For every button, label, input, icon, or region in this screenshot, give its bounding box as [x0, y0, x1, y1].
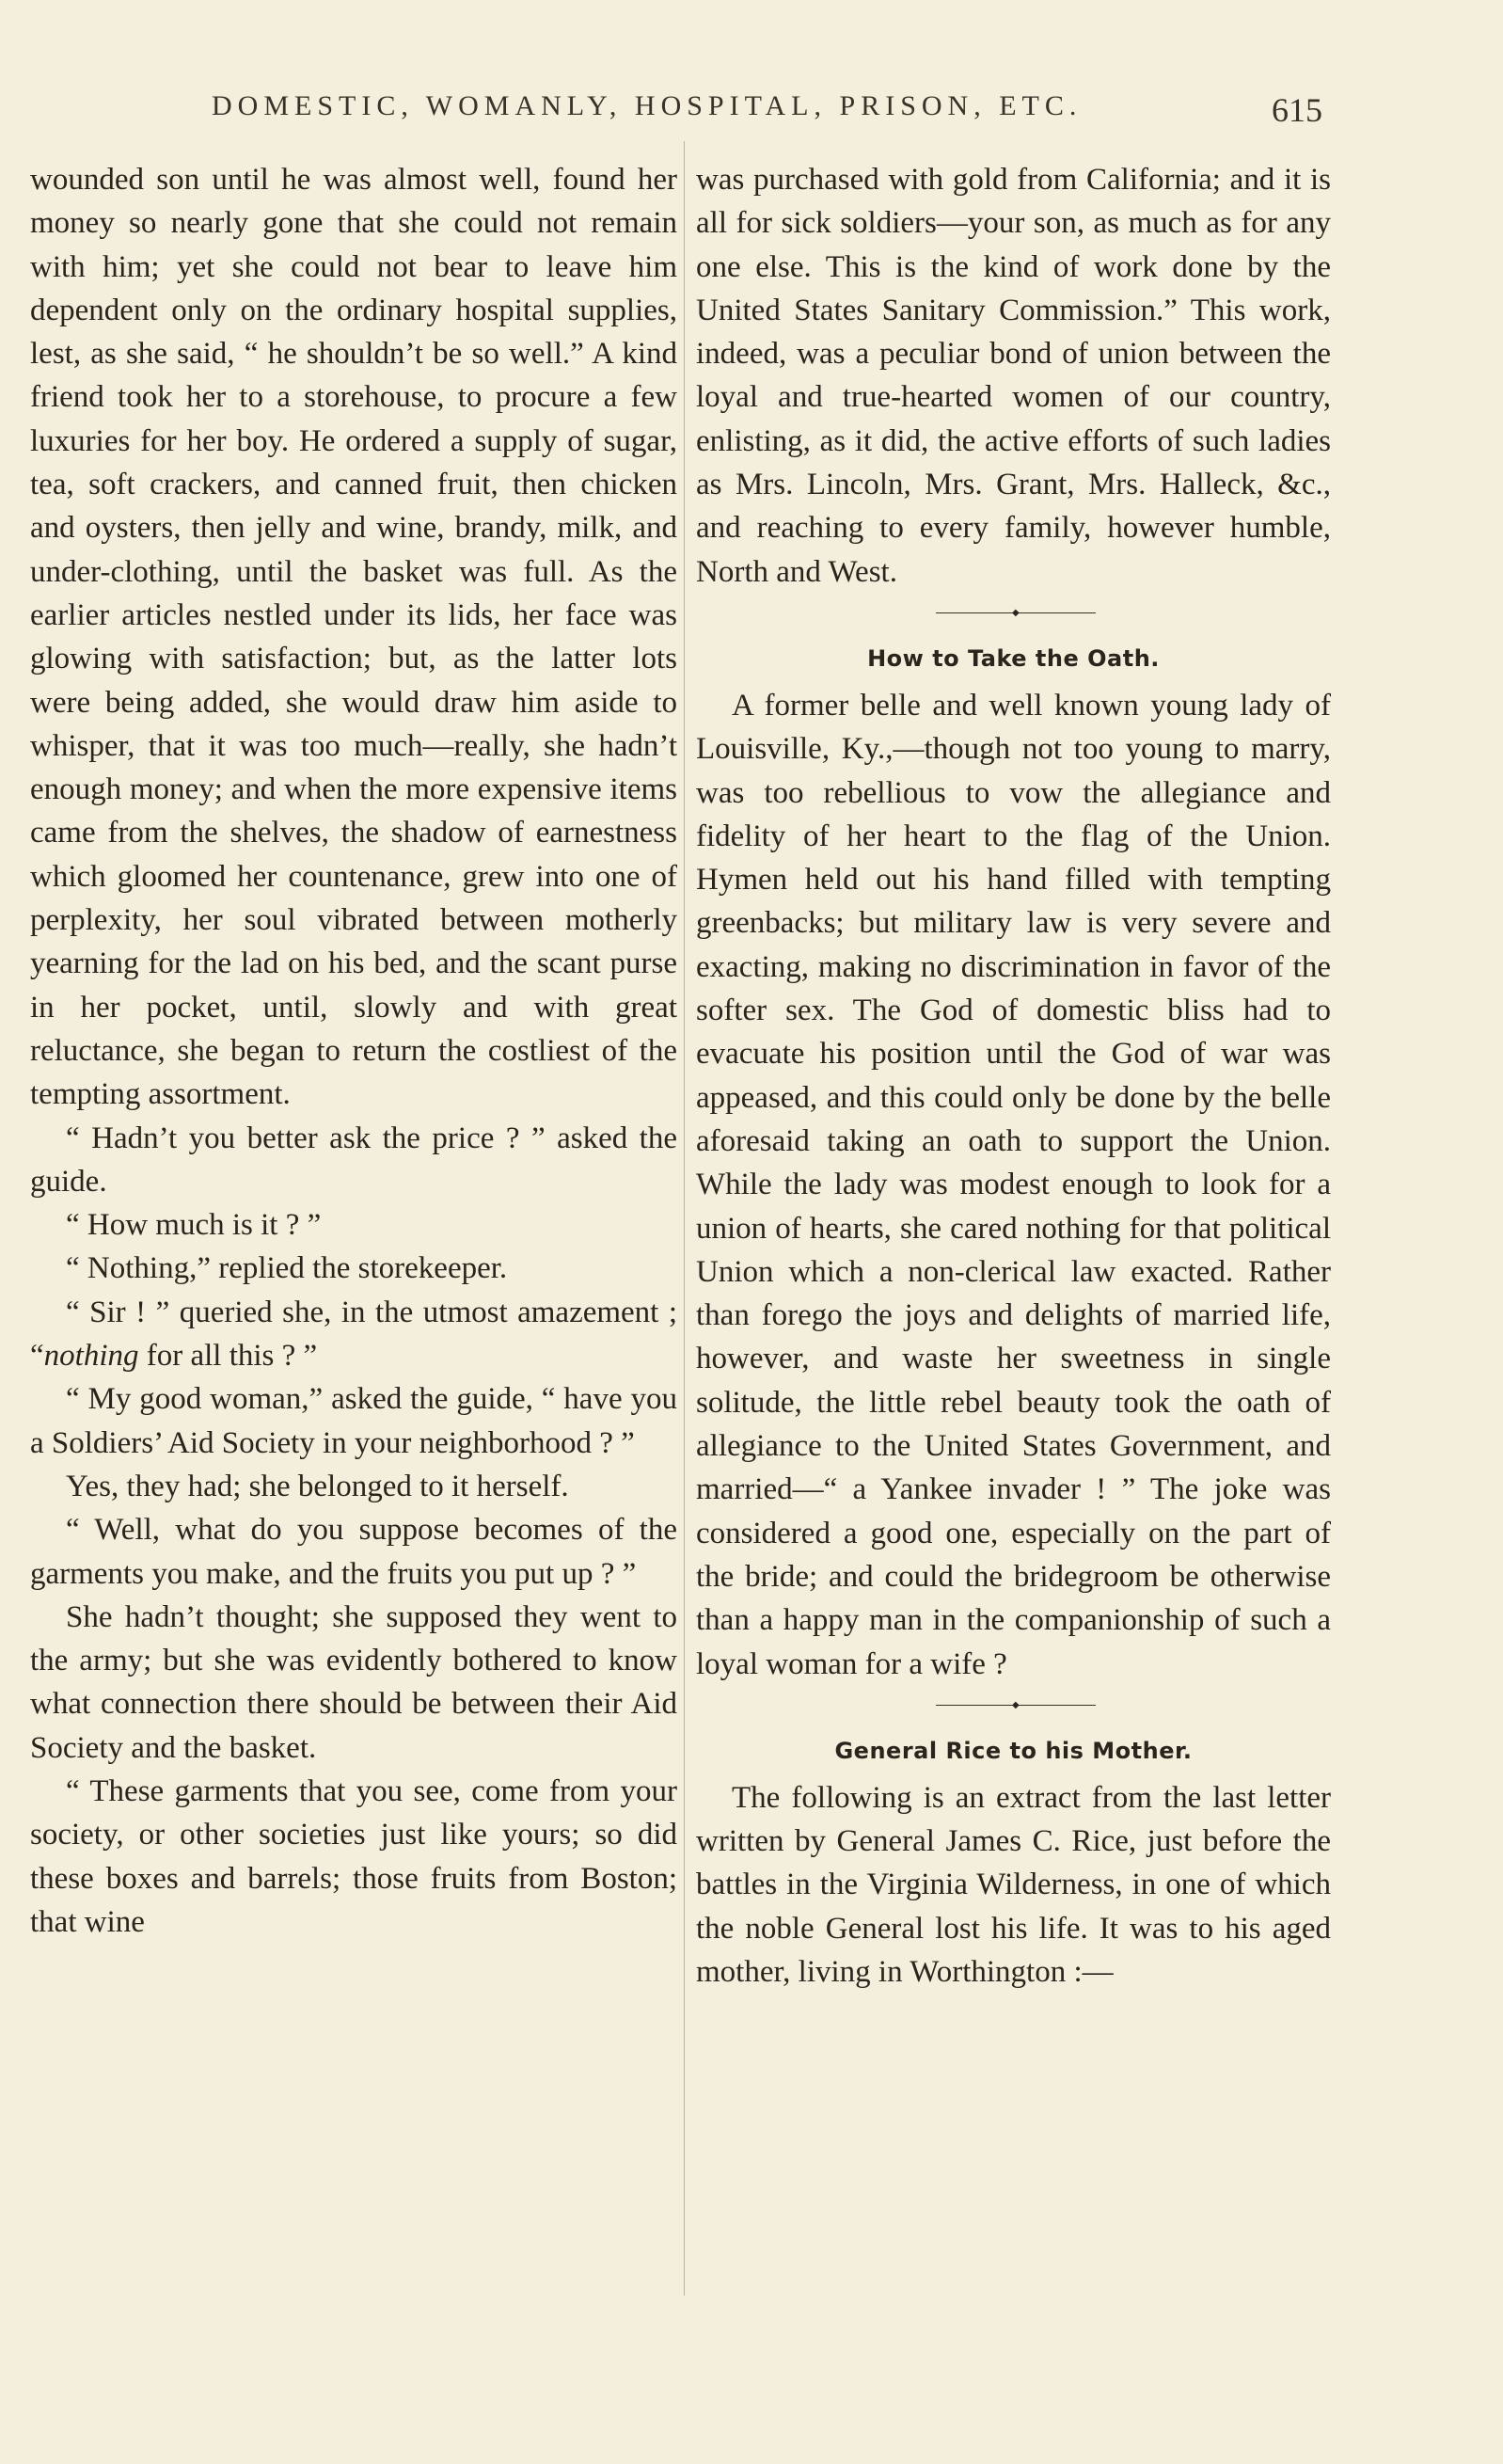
paragraph: “ Nothing,” replied the storekeeper. [66, 1251, 508, 1286]
page-number: 615 [1272, 91, 1322, 129]
running-head: DOMESTIC, WOMANLY, HOSPITAL, PRISON, ETC. [212, 90, 1083, 121]
paragraph: “ These garments that you see, come from your society, or other societies just like yours; so did these boxes and barrels; those fruits from Boston; that wine [30, 1773, 677, 1939]
paragraph: The following is an extract from the last letter written by General James C. Rice, just before the battles in the Virginia Wilderness, in one of which the noble General lost his life. It was to his aged mother, living in Worthington :— [696, 1780, 1331, 1989]
paragraph: “ Hadn’t you better ask the price ? ” asked the guide. [30, 1121, 677, 1199]
paragraph-text: “ Sir ! ” queried she, in the utmost amazement ; “ [30, 1295, 677, 1374]
paragraph: was purchased with gold from California; and it is all for sick soldiers—your son, as much as for any one else. This is the kind of work done by the United States Sanitary Commission.” This work, indeed, was a peculiar bond of union between the loyal and true-hearted women of our country, enlisting, as it did, the active efforts of such ladies as Mrs. Lincoln, Mrs. Grant, Mrs. Halleck, &c., and reaching to every family, however humble, North and West. [696, 163, 1331, 589]
left-column [30, 158, 677, 1944]
paragraph: wounded son until he was almost well, found her money so nearly gone that she could not remain with him; yet she could not bear to leave him dependent only on the ordinary hospital supplies, lest, as she said, “ he shouldn’t be so well.” A kind friend took her to a storehouse, to procure a few luxuries for her boy. He ordered a supply of sugar, tea, soft crackers, and canned fruit, then chicken and oysters, then jelly and wine, brandy, milk, and under-clothing, until the basket was full. As the earlier articles nestled under its lids, her face was glowing with satisfaction; but, as the latter lots were being added, she would draw him aside to whisper, that it was too much—really, she hadn’t enough money; and when the more expensive items came from the shelves, the shadow of earnestness which gloomed her countenance, grew into one of perplexity, her soul vibrated between motherly yearning for the lad on his bed, and the scant purse in her pocket, until, slowly and with great reluctance, she began to return the costliest of the tempting assortment. [30, 163, 677, 1112]
paragraph: Yes, they had; she belonged to it herself. [66, 1469, 569, 1503]
italic-word: nothing [43, 1339, 139, 1374]
column-divider [684, 141, 685, 2296]
section-ornament: ◆ [696, 1686, 1331, 1729]
right-column [696, 158, 1331, 1994]
paragraph: “ Well, what do you suppose becomes of the garments you make, and the fruits you put up ? ” [30, 1513, 677, 1591]
paragraph: “ My good woman,” asked the guide, “ have you a Soldiers’ Aid Society in your neighborhood ? ” [30, 1382, 677, 1460]
paragraph [30, 1291, 677, 1378]
paragraph: A former belle and well known young lady of Louisville, Ky.,—though not too young to marry, was too rebellious to vow the allegiance and fidelity of her heart to the flag of the Union. Hymen held out his hand filled with tempting greenbacks; but military law is very severe and exacting, making no discrimination in favor of the softer sex. The God of domestic bliss had to evacuate his position until the God of war was appeased, and this could only be done by the belle aforesaid taking an oath to support the Union. While the lady was modest enough to look for a union of hearts, she cared nothing for that political Union which a non-clerical law exacted. Rather than forego the joys and delights of married life, however, and waste her sweetness in single solitude, the little rebel beauty took the oath of allegiance to the United States Government, and married—“ a Yankee invader ! ” The joke was considered a good one, especially on the part of the bride; and could the bridegroom be otherwise than a happy man in the companionship of such a loyal woman for a wife ? [696, 688, 1331, 1681]
paragraph: She hadn’t thought; she supposed they went to the army; but she was evidently bothered to know what connection there should be between their Aid Society and the basket. [30, 1599, 677, 1765]
paragraph-text: for all this ? ” [138, 1339, 318, 1374]
paragraph: “ How much is it ? ” [66, 1208, 322, 1243]
section-ornament: ◆ [696, 594, 1331, 637]
section-heading: General Rice to his Mother. [834, 1737, 1193, 1764]
section-heading: How to Take the Oath. [867, 644, 1160, 672]
